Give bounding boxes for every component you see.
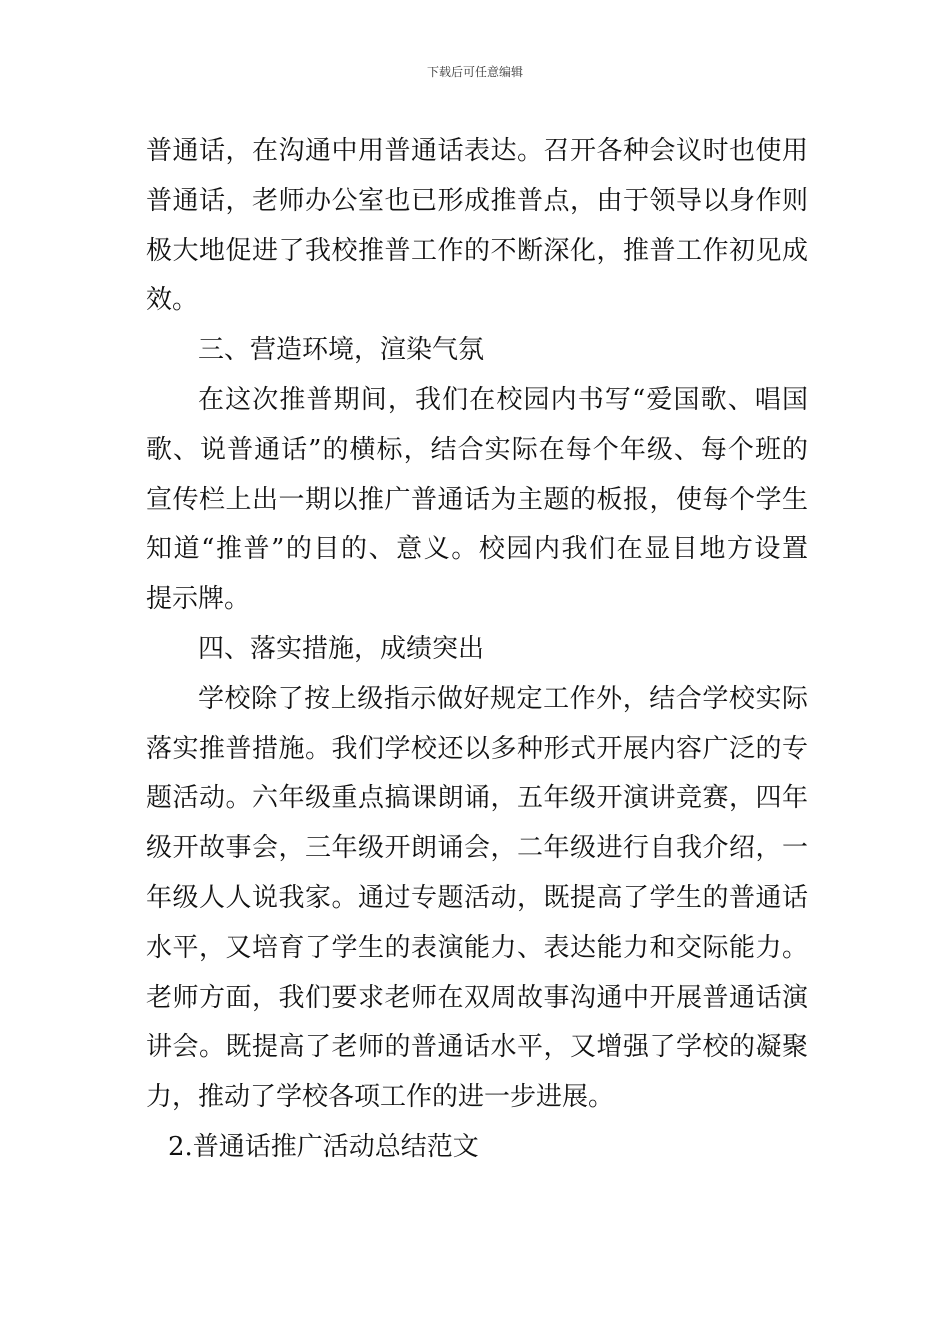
text-line: 普通话，老师办公室也已形成推普点，由于领导以身作则 xyxy=(146,185,808,216)
page-header: 下载后可任意编辑 xyxy=(426,65,523,79)
text-line: 水平，又培育了学生的表演能力、表达能力和交际能力。 xyxy=(146,932,808,963)
text-line: 年级人人说我家。通过专题活动，既提高了学生的普通话 xyxy=(146,882,808,913)
text-line: 讲会。既提高了老师的普通话水平，又增强了学校的凝聚 xyxy=(146,1032,808,1063)
text-line: 三、营造环境，渲染气氛 xyxy=(198,335,485,366)
text-line: 老师方面，我们要求老师在双周故事沟通中开展普通话演 xyxy=(146,982,808,1013)
document-body xyxy=(146,127,808,1173)
text-line: 力，推动了学校各项工作的进一步进展。 xyxy=(146,1082,615,1113)
text-line: 学校除了按上级指示做好规定工作外，结合学校实际 xyxy=(198,683,808,714)
text-line: 四、落实措施，成绩突出 xyxy=(198,633,485,664)
text-line: 普通话，在沟通中用普通话表达。召开各种会议时也使用 xyxy=(146,136,808,166)
text-line: 2.普通话推广活动总结范文 xyxy=(168,1131,479,1162)
text-line: 宣传栏上出一期以推广普通话为主题的板报，使每个学生 xyxy=(146,484,808,515)
text-line: 知道“推普”的目的、意义。校园内我们在显目地方设置 xyxy=(146,534,808,565)
text-line: 落实推普措施。我们学校还以多种形式开展内容广泛的专 xyxy=(146,733,808,764)
text-line: 题活动。六年级重点搞课朗诵，五年级开演讲竞赛，四年 xyxy=(146,783,808,814)
text-line: 在这次推普期间，我们在校园内书写“爱国歌、唱国 xyxy=(198,384,808,415)
text-line: 级开故事会，三年级开朗诵会，二年级进行自我介绍，一 xyxy=(146,833,808,864)
text-line: 歌、说普通话”的横标，结合实际在每个年级、每个班的 xyxy=(146,434,808,465)
text-line: 提示牌。 xyxy=(146,584,251,615)
text-line: 极大地促进了我校推普工作的不断深化，推普工作初见成 xyxy=(146,235,808,266)
text-line: 效。 xyxy=(146,285,199,316)
